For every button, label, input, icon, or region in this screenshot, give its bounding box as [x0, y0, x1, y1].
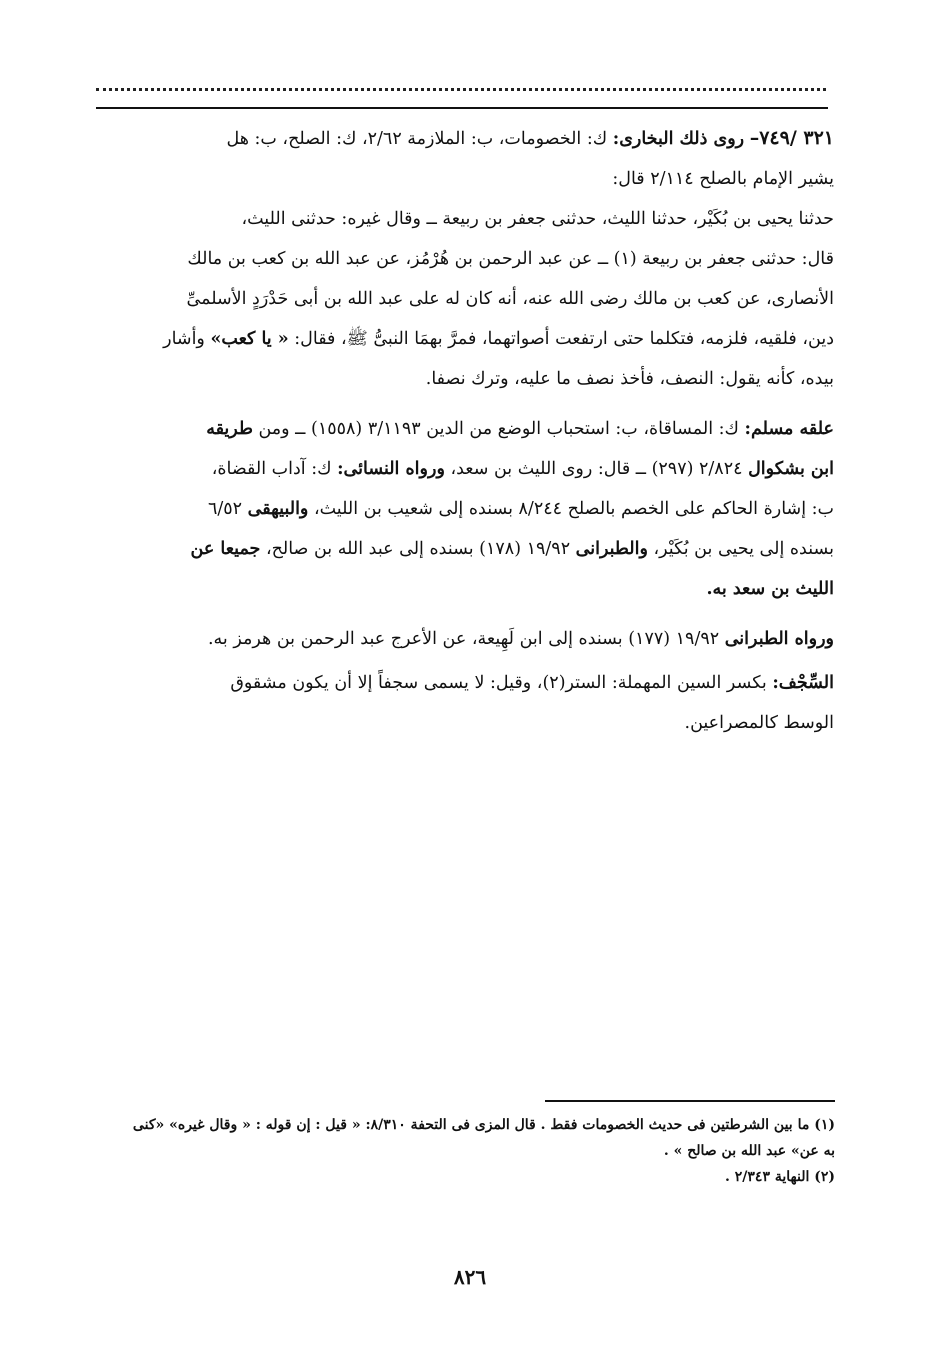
- page-number: ٨٢٦: [453, 1265, 487, 1289]
- takhrij-segment: ٢/٨٢٤ (٢٩٧) ــ قال: روى الليث بن سعد،: [444, 459, 749, 479]
- takhrij-segment: بسنده إلى يحيى بن بُكَيْر،: [647, 539, 834, 559]
- gloss-line: [96, 663, 834, 703]
- footnote-1: (١) ما بين الشرطتين فى حديث الخصومات فقط . قال المزى فى التحفة ٨/٣١٠: « قيل : إن قوله : « وقال غيره» «كنى: [132, 1117, 835, 1133]
- gloss-paragraph: [96, 663, 834, 743]
- tabarani-line: [96, 619, 834, 659]
- hadith-line: [96, 319, 834, 359]
- takhrij-line: [96, 449, 834, 489]
- footnote-rule: [545, 1100, 835, 1102]
- takhrij-paragraph: [96, 409, 834, 609]
- footnote-1-cont: به عن» عبد الله بن صالح » .: [663, 1143, 835, 1159]
- hadith-segment: وأشار: [163, 329, 211, 349]
- footnote-2: (٢) النهاية ٢/٣٤٣ .: [725, 1169, 835, 1185]
- hadith-line: بيده، كأنه يقول: النصف، فأخذ نصف ما عليه، وترك نصفا.: [425, 369, 834, 389]
- takhrij-bold: طريقه: [206, 419, 253, 439]
- source-nasai: ورواه النسائى:: [337, 459, 445, 479]
- heading-line-2: يشير الإمام بالصلح ٢/١١٤ قال:: [612, 169, 834, 189]
- takhrij-segment: ك: المساقاة، ب: استحباب الوضع من الدين ٣/١١٩٣ (١٥٥٨) ــ ومن: [252, 419, 745, 439]
- tabarani-paragraph: [96, 619, 834, 659]
- heading-text: ك: الخصومات، ب: الملازمة ٢/٦٢، ك: الصلح، ب: هل: [226, 129, 613, 149]
- top-rule: [96, 107, 828, 109]
- tabarani-segment: ١٩/٩٢ (١٧٧) بسنده إلى ابن لَهِيعة، عن الأعرج عبد الرحمن بن هرمز به.: [207, 629, 725, 649]
- hadith-segment: دين، فلقيه، فلزمه، فتكلما حتى ارتفعت أصواتهما، فمرَّ بهمَا النبىُّ ﷺ، فقال:: [288, 329, 834, 349]
- takhrij-line: [96, 489, 834, 529]
- takhrij-segment: ٦/٥٢: [207, 499, 248, 519]
- takhrij-segment: ١٩/٩٢ (١٧٨) بسنده إلى عبد الله بن صالح،: [260, 539, 576, 559]
- takhrij-segment: ب: إشارة الحاكم على الخصم بالصلح ٨/٢٤٤ بسنده إلى شعيب بن الليث،: [308, 499, 834, 519]
- takhrij-line: [96, 529, 834, 569]
- dotted-separator: [96, 88, 826, 91]
- gloss-term: السِّجْف:: [772, 673, 834, 693]
- takhrij-bold: جميعا عن: [190, 539, 261, 559]
- source-tabarani-2: ورواه الطبرانى: [724, 629, 834, 649]
- hadith-line: حدثنا يحيى بن بُكَيْر، حدثنا الليث، حدثنى جعفر بن ربيعة ــ وقال غيره: حدثنى الليث،: [241, 209, 834, 229]
- source-bayhaqi: والبيهقى: [247, 499, 309, 519]
- gloss-line: الوسط كالمصراعين.: [684, 713, 834, 733]
- gloss-segment: بكسر السين المهملة: الستر(٢)، وقيل: لا يسمى سجفاً إلا أن يكون مشقوق: [230, 673, 773, 693]
- hadith-text: [96, 199, 834, 399]
- quote-ya-kaab: « يا كعب»: [210, 329, 289, 349]
- takhrij-line: [96, 569, 834, 609]
- entry-heading: [96, 118, 834, 199]
- main-text: [96, 118, 834, 753]
- takhrij-bold: الليث بن سعد به.: [706, 579, 834, 599]
- source-ibn-bashkuwal: ابن بشكوال: [748, 459, 834, 479]
- hadith-line: الأنصارى، عن كعب بن مالك رضى الله عنه، أنه كان له على عبد الله بن أبى حَدْرَدٍ الأسلمىِّ: [186, 289, 834, 309]
- hadith-line: قال: حدثنى جعفر بن ربيعة (١) ــ عن عبد الرحمن بن هُرْمُز، عن عبد الله بن كعب بن مالك: [187, 249, 834, 269]
- footnotes: [100, 1112, 835, 1190]
- source-tabarani: والطبرانى: [575, 539, 648, 559]
- source-muslim: علقه مسلم:: [744, 419, 834, 439]
- takhrij-segment: ك: آداب القضاة،: [211, 459, 338, 479]
- takhrij-line: [96, 409, 834, 449]
- entry-number: ٣٢١ /٧٤٩–: [749, 127, 834, 149]
- source-bukhari: روى ذلك البخارى:: [612, 129, 745, 149]
